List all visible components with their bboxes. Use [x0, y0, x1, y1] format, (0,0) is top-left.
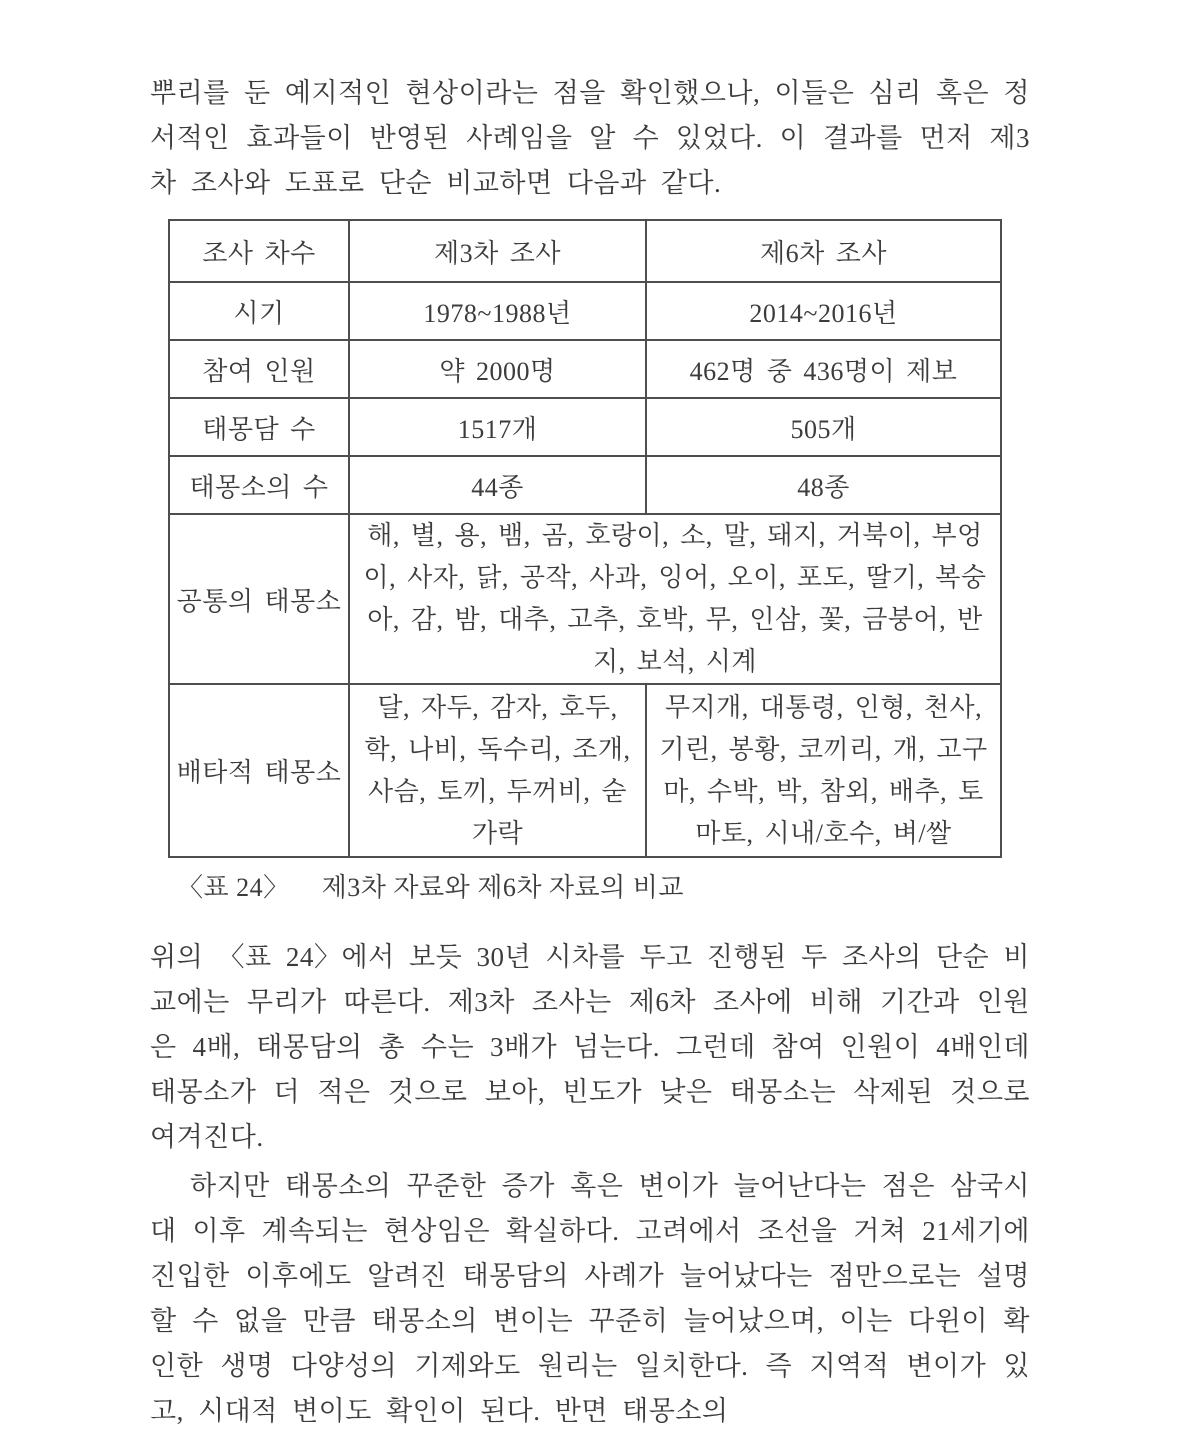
row-label-cell: 태몽담 수	[169, 398, 349, 456]
body-paragraph-2: 위의 〈표 24〉에서 보듯 30년 시차를 두고 진행된 두 조사의 단순 비교에는 무리가 따른다. 제3차 조사는 제6차 조사에 비해 기간과 인원은 4배, 태몽담의 총 수는 3배가 넘는다. 그런데 참여 인원이 4배인데 태몽소가 더 적은 것으로 보아, 빈도가 낮은 태몽소는 삭제된 것으로 여겨진다.	[150, 942, 1030, 1152]
row-label-cell: 태몽소의 수	[169, 456, 349, 514]
table-header-row	[169, 220, 1001, 282]
common-motifs-cell: 해, 별, 용, 뱀, 곰, 호랑이, 소, 말, 돼지, 거북이, 부엉이, 사자, 닭, 공작, 사과, 잉어, 오이, 포도, 딸기, 복숭아, 감, 밤, 대추, 고추, 호박, 무, 인삼, 꽃, 금붕어, 반지, 보석, 시계	[349, 514, 1001, 684]
survey3-cell: 약 2000명	[349, 340, 646, 398]
survey6-cell: 2014~2016년	[646, 282, 1001, 340]
row-label-cell: 배타적 태몽소	[169, 684, 349, 857]
body-paragraph-3: 하지만 태몽소의 꾸준한 증가 혹은 변이가 늘어난다는 점은 삼국시대 이후 계속되는 현상임은 확실하다. 고려에서 조선을 거쳐 21세기에 진입한 이후에도 알려진 태몽담의 사례가 늘어났다는 점만으로는 설명할 수 없을 만큼 태몽소의 변이는 꾸준히 늘어났으며, 이는 다윈이 확인한 생명 다양성의 기제와도 원리는 일치한다. 즉 지역적 변이가 있고, 시대적 변이도 확인이 된다. 반면 태몽소의	[150, 1171, 1030, 1426]
survey6-cell: 462명 중 436명이 제보	[646, 340, 1001, 398]
body-paragraph-1: 뿌리를 둔 예지적인 현상이라는 점을 확인했으나, 이들은 심리 혹은 정서적인 효과들이 반영된 사례임을 알 수 있었다. 이 결과를 먼저 제3차 조사와 도표로 단순 비교하면 다음과 같다.	[150, 78, 1030, 198]
table-row-motif-count	[169, 456, 1001, 514]
table-row-dream-count	[169, 398, 1001, 456]
survey3-cell: 1978~1988년	[349, 282, 646, 340]
table-header-label: 조사 차수	[169, 220, 349, 282]
caption-tag: 〈표 24〉	[177, 873, 290, 902]
survey6-cell: 48종	[646, 456, 1001, 514]
table-caption	[177, 871, 1030, 905]
survey6-cell: 505개	[646, 398, 1001, 456]
document-page	[150, 71, 1030, 1434]
survey3-cell: 44종	[349, 456, 646, 514]
table-header-survey6: 제6차 조사	[646, 220, 1001, 282]
survey3-cell: 1517개	[349, 398, 646, 456]
exclusive-survey6-cell: 무지개, 대통령, 인형, 천사, 기린, 봉황, 코끼리, 개, 고구마, 수박, 박, 참외, 배추, 토마토, 시내/호수, 벼/쌀	[646, 684, 1001, 857]
table-row-period	[169, 282, 1001, 340]
table-row-exclusive-motifs	[169, 684, 1001, 857]
table-header-survey3: 제3차 조사	[349, 220, 646, 282]
table-row-common-motifs	[169, 514, 1001, 684]
caption-text: 제3차 자료와 제6차 자료의 비교	[321, 873, 685, 902]
comparison-table	[168, 219, 1002, 858]
row-label-cell: 공통의 태몽소	[169, 514, 349, 684]
exclusive-survey3-cell: 달, 자두, 감자, 호두, 학, 나비, 독수리, 조개, 사슴, 토끼, 두꺼비, 숟가락	[349, 684, 646, 857]
row-label-cell: 시기	[169, 282, 349, 340]
row-label-cell: 참여 인원	[169, 340, 349, 398]
table-row-participants	[169, 340, 1001, 398]
